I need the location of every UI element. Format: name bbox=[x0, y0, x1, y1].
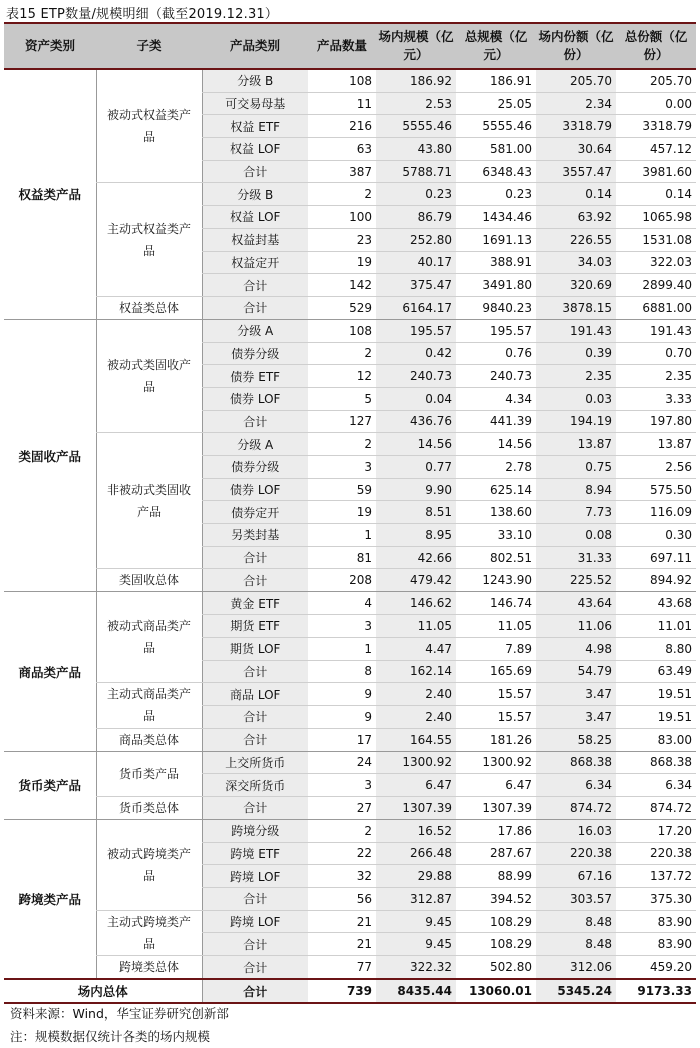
total-cell: 0.76 bbox=[456, 342, 536, 365]
total-shares-cell: 13.87 bbox=[616, 433, 696, 456]
total-shares-cell: 63.49 bbox=[616, 660, 696, 683]
total-cell: 165.69 bbox=[456, 660, 536, 683]
onex-cell: 0.23 bbox=[376, 183, 456, 206]
count-cell: 739 bbox=[308, 979, 376, 1003]
header-asset-class: 资产类别 bbox=[4, 23, 96, 69]
total-cell: 11.05 bbox=[456, 615, 536, 638]
table-header-row bbox=[4, 23, 696, 69]
total-shares-cell: 459.20 bbox=[616, 956, 696, 980]
onex-shares-cell: 3318.79 bbox=[536, 115, 616, 138]
table-body bbox=[4, 69, 696, 1003]
onex-shares-cell: 0.39 bbox=[536, 342, 616, 365]
table-row bbox=[4, 956, 696, 980]
total-cell: 88.99 bbox=[456, 865, 536, 888]
count-cell: 21 bbox=[308, 910, 376, 933]
count-cell: 19 bbox=[308, 501, 376, 524]
table-notes bbox=[10, 1002, 229, 1048]
product-type-cell: 债券 ETF bbox=[202, 365, 308, 388]
product-type-cell: 债券分级 bbox=[202, 342, 308, 365]
onex-shares-cell: 3.47 bbox=[536, 683, 616, 706]
asset-class-cell: 跨境类产品 bbox=[4, 819, 96, 979]
product-type-cell: 债券 LOF bbox=[202, 478, 308, 501]
product-type-cell: 分级 A bbox=[202, 319, 308, 342]
total-shares-cell: 0.30 bbox=[616, 524, 696, 547]
count-cell: 81 bbox=[308, 546, 376, 569]
onex-shares-cell: 8.48 bbox=[536, 933, 616, 956]
product-type-cell: 债券 LOF bbox=[202, 387, 308, 410]
total-cell: 802.51 bbox=[456, 546, 536, 569]
product-type-cell: 分级 A bbox=[202, 433, 308, 456]
product-type-cell: 合计 bbox=[202, 274, 308, 297]
product-type-cell: 权益定开 bbox=[202, 251, 308, 274]
onex-cell: 16.52 bbox=[376, 819, 456, 842]
total-shares-cell: 2899.40 bbox=[616, 274, 696, 297]
header-onex-shares: 场内份额（亿份） bbox=[536, 23, 616, 69]
product-type-cell: 合计 bbox=[202, 296, 308, 319]
count-cell: 529 bbox=[308, 296, 376, 319]
onex-cell: 29.88 bbox=[376, 865, 456, 888]
count-cell: 4 bbox=[308, 592, 376, 615]
product-type-cell: 分级 B bbox=[202, 183, 308, 206]
onex-cell: 1307.39 bbox=[376, 796, 456, 819]
header-total-shares: 总份额（亿份） bbox=[616, 23, 696, 69]
total-shares-cell: 868.38 bbox=[616, 751, 696, 774]
onex-shares-cell: 13.87 bbox=[536, 433, 616, 456]
total-shares-cell: 19.51 bbox=[616, 683, 696, 706]
total-cell: 394.52 bbox=[456, 888, 536, 911]
product-type-cell: 分级 B bbox=[202, 69, 308, 92]
total-shares-cell: 457.12 bbox=[616, 138, 696, 161]
count-cell: 3 bbox=[308, 456, 376, 479]
total-cell: 15.57 bbox=[456, 705, 536, 728]
product-type-cell: 深交所货币 bbox=[202, 774, 308, 797]
total-cell: 17.86 bbox=[456, 819, 536, 842]
total-cell: 6348.43 bbox=[456, 160, 536, 183]
table-row bbox=[4, 592, 696, 615]
count-cell: 208 bbox=[308, 569, 376, 592]
total-cell: 6.47 bbox=[456, 774, 536, 797]
etp-table-container bbox=[4, 22, 696, 1004]
count-cell: 108 bbox=[308, 319, 376, 342]
onex-shares-cell: 0.14 bbox=[536, 183, 616, 206]
count-cell: 22 bbox=[308, 842, 376, 865]
table-row bbox=[4, 683, 696, 706]
count-cell: 100 bbox=[308, 206, 376, 229]
count-cell: 9 bbox=[308, 683, 376, 706]
onex-cell: 0.04 bbox=[376, 387, 456, 410]
onex-shares-cell: 43.64 bbox=[536, 592, 616, 615]
onex-shares-cell: 8.94 bbox=[536, 478, 616, 501]
onex-shares-cell: 194.19 bbox=[536, 410, 616, 433]
subclass-cell: 主动式跨境类产品 bbox=[96, 910, 202, 955]
count-cell: 1 bbox=[308, 524, 376, 547]
count-cell: 27 bbox=[308, 796, 376, 819]
count-cell: 5 bbox=[308, 387, 376, 410]
count-cell: 1 bbox=[308, 637, 376, 660]
asset-class-cell: 权益类产品 bbox=[4, 69, 96, 319]
onex-cell: 11.05 bbox=[376, 615, 456, 638]
table-row bbox=[4, 433, 696, 456]
header-product-type: 产品类别 bbox=[202, 23, 308, 69]
count-cell: 9 bbox=[308, 705, 376, 728]
subclass-cell: 主动式商品类产品 bbox=[96, 683, 202, 728]
total-shares-cell: 322.03 bbox=[616, 251, 696, 274]
onex-cell: 162.14 bbox=[376, 660, 456, 683]
total-cell: 33.10 bbox=[456, 524, 536, 547]
onex-shares-cell: 205.70 bbox=[536, 69, 616, 92]
product-type-cell: 合计 bbox=[202, 796, 308, 819]
onex-cell: 9.45 bbox=[376, 933, 456, 956]
total-cell: 195.57 bbox=[456, 319, 536, 342]
total-shares-cell: 6881.00 bbox=[616, 296, 696, 319]
onex-cell: 322.32 bbox=[376, 956, 456, 980]
count-cell: 59 bbox=[308, 478, 376, 501]
total-cell: 1691.13 bbox=[456, 228, 536, 251]
product-type-cell: 合计 bbox=[202, 979, 308, 1003]
onex-shares-cell: 54.79 bbox=[536, 660, 616, 683]
total-cell: 1307.39 bbox=[456, 796, 536, 819]
product-type-cell: 合计 bbox=[202, 705, 308, 728]
table-row bbox=[4, 569, 696, 592]
total-shares-cell: 6.34 bbox=[616, 774, 696, 797]
total-shares-cell: 83.90 bbox=[616, 910, 696, 933]
total-shares-cell: 1065.98 bbox=[616, 206, 696, 229]
total-cell: 388.91 bbox=[456, 251, 536, 274]
onex-cell: 375.47 bbox=[376, 274, 456, 297]
total-cell: 1243.90 bbox=[456, 569, 536, 592]
product-type-cell: 跨境 ETF bbox=[202, 842, 308, 865]
total-shares-cell: 2.56 bbox=[616, 456, 696, 479]
product-type-cell: 合计 bbox=[202, 888, 308, 911]
table-row bbox=[4, 728, 696, 751]
product-type-cell: 债券分级 bbox=[202, 456, 308, 479]
total-cell: 146.74 bbox=[456, 592, 536, 615]
total-cell: 4.34 bbox=[456, 387, 536, 410]
total-shares-cell: 8.80 bbox=[616, 637, 696, 660]
onex-cell: 86.79 bbox=[376, 206, 456, 229]
product-type-cell: 合计 bbox=[202, 956, 308, 980]
table-row bbox=[4, 69, 696, 92]
subclass-cell: 跨境类总体 bbox=[96, 956, 202, 980]
product-type-cell: 合计 bbox=[202, 546, 308, 569]
count-cell: 23 bbox=[308, 228, 376, 251]
onex-shares-cell: 67.16 bbox=[536, 865, 616, 888]
total-cell: 7.89 bbox=[456, 637, 536, 660]
product-type-cell: 权益 LOF bbox=[202, 138, 308, 161]
total-shares-cell: 197.80 bbox=[616, 410, 696, 433]
total-cell: 9840.23 bbox=[456, 296, 536, 319]
onex-shares-cell: 16.03 bbox=[536, 819, 616, 842]
onex-cell: 0.42 bbox=[376, 342, 456, 365]
total-shares-cell: 83.90 bbox=[616, 933, 696, 956]
onex-shares-cell: 2.35 bbox=[536, 365, 616, 388]
onex-cell: 14.56 bbox=[376, 433, 456, 456]
count-cell: 108 bbox=[308, 69, 376, 92]
total-shares-cell: 191.43 bbox=[616, 319, 696, 342]
onex-shares-cell: 31.33 bbox=[536, 546, 616, 569]
table-row bbox=[4, 296, 696, 319]
etp-table bbox=[4, 22, 696, 1004]
total-shares-cell: 3.33 bbox=[616, 387, 696, 410]
header-count: 产品数量 bbox=[308, 23, 376, 69]
count-cell: 8 bbox=[308, 660, 376, 683]
product-type-cell: 权益 LOF bbox=[202, 206, 308, 229]
total-cell: 14.56 bbox=[456, 433, 536, 456]
total-cell: 5555.46 bbox=[456, 115, 536, 138]
subclass-cell: 非被动式类固收产品 bbox=[96, 433, 202, 569]
onex-cell: 6.47 bbox=[376, 774, 456, 797]
onex-cell: 5555.46 bbox=[376, 115, 456, 138]
product-type-cell: 黄金 ETF bbox=[202, 592, 308, 615]
onex-cell: 252.80 bbox=[376, 228, 456, 251]
total-shares-cell: 0.70 bbox=[616, 342, 696, 365]
onex-cell: 6164.17 bbox=[376, 296, 456, 319]
subclass-cell: 被动式商品类产品 bbox=[96, 592, 202, 683]
table-row bbox=[4, 319, 696, 342]
product-type-cell: 上交所货币 bbox=[202, 751, 308, 774]
total-shares-cell: 894.92 bbox=[616, 569, 696, 592]
total-cell: 181.26 bbox=[456, 728, 536, 751]
onex-cell: 2.53 bbox=[376, 92, 456, 115]
count-cell: 32 bbox=[308, 865, 376, 888]
total-shares-cell: 1531.08 bbox=[616, 228, 696, 251]
onex-cell: 9.45 bbox=[376, 910, 456, 933]
total-shares-cell: 220.38 bbox=[616, 842, 696, 865]
count-cell: 3 bbox=[308, 774, 376, 797]
total-shares-cell: 3981.60 bbox=[616, 160, 696, 183]
onex-shares-cell: 303.57 bbox=[536, 888, 616, 911]
onex-cell: 240.73 bbox=[376, 365, 456, 388]
total-cell: 502.80 bbox=[456, 956, 536, 980]
onex-shares-cell: 11.06 bbox=[536, 615, 616, 638]
count-cell: 3 bbox=[308, 615, 376, 638]
total-shares-cell: 19.51 bbox=[616, 705, 696, 728]
onex-cell: 40.17 bbox=[376, 251, 456, 274]
total-shares-cell: 205.70 bbox=[616, 69, 696, 92]
table-row bbox=[4, 183, 696, 206]
count-cell: 387 bbox=[308, 160, 376, 183]
count-cell: 12 bbox=[308, 365, 376, 388]
product-type-cell: 跨境 LOF bbox=[202, 865, 308, 888]
subclass-cell: 主动式权益类产品 bbox=[96, 183, 202, 296]
total-cell: 13060.01 bbox=[456, 979, 536, 1003]
table-row bbox=[4, 751, 696, 774]
total-cell: 15.57 bbox=[456, 683, 536, 706]
onex-shares-cell: 0.75 bbox=[536, 456, 616, 479]
total-shares-cell: 11.01 bbox=[616, 615, 696, 638]
product-type-cell: 债券定开 bbox=[202, 501, 308, 524]
total-cell: 186.91 bbox=[456, 69, 536, 92]
onex-shares-cell: 320.69 bbox=[536, 274, 616, 297]
total-shares-cell: 697.11 bbox=[616, 546, 696, 569]
product-type-cell: 跨境 LOF bbox=[202, 910, 308, 933]
count-cell: 2 bbox=[308, 183, 376, 206]
total-shares-cell: 375.30 bbox=[616, 888, 696, 911]
product-type-cell: 权益封基 bbox=[202, 228, 308, 251]
total-shares-cell: 17.20 bbox=[616, 819, 696, 842]
product-type-cell: 合计 bbox=[202, 660, 308, 683]
product-type-cell: 合计 bbox=[202, 728, 308, 751]
source-note: 资料来源：Wind，华宝证券研究创新部 bbox=[10, 1006, 229, 1021]
onex-cell: 0.77 bbox=[376, 456, 456, 479]
total-shares-cell: 43.68 bbox=[616, 592, 696, 615]
subclass-cell: 商品类总体 bbox=[96, 728, 202, 751]
onex-shares-cell: 7.73 bbox=[536, 501, 616, 524]
total-cell: 2.78 bbox=[456, 456, 536, 479]
onex-shares-cell: 8.48 bbox=[536, 910, 616, 933]
onex-shares-cell: 225.52 bbox=[536, 569, 616, 592]
asset-class-cell: 货币类产品 bbox=[4, 751, 96, 819]
total-shares-cell: 0.14 bbox=[616, 183, 696, 206]
table-row bbox=[4, 819, 696, 842]
count-cell: 127 bbox=[308, 410, 376, 433]
count-cell: 216 bbox=[308, 115, 376, 138]
onex-shares-cell: 0.08 bbox=[536, 524, 616, 547]
onex-cell: 1300.92 bbox=[376, 751, 456, 774]
onex-shares-cell: 191.43 bbox=[536, 319, 616, 342]
onex-cell: 479.42 bbox=[376, 569, 456, 592]
total-cell: 287.67 bbox=[456, 842, 536, 865]
total-shares-cell: 83.00 bbox=[616, 728, 696, 751]
onex-cell: 8435.44 bbox=[376, 979, 456, 1003]
product-type-cell: 权益 ETF bbox=[202, 115, 308, 138]
total-cell: 108.29 bbox=[456, 933, 536, 956]
total-shares-cell: 575.50 bbox=[616, 478, 696, 501]
asset-class-cell: 商品类产品 bbox=[4, 592, 96, 751]
count-cell: 77 bbox=[308, 956, 376, 980]
total-cell: 1300.92 bbox=[456, 751, 536, 774]
total-shares-cell: 874.72 bbox=[616, 796, 696, 819]
onex-shares-cell: 3.47 bbox=[536, 705, 616, 728]
product-type-cell: 合计 bbox=[202, 569, 308, 592]
onex-cell: 5788.71 bbox=[376, 160, 456, 183]
total-shares-cell: 9173.33 bbox=[616, 979, 696, 1003]
product-type-cell: 期货 LOF bbox=[202, 637, 308, 660]
onex-shares-cell: 4.98 bbox=[536, 637, 616, 660]
onex-cell: 164.55 bbox=[376, 728, 456, 751]
subclass-cell: 权益类总体 bbox=[96, 296, 202, 319]
header-total-scale: 总规模（亿元） bbox=[456, 23, 536, 69]
count-cell: 19 bbox=[308, 251, 376, 274]
onex-cell: 9.90 bbox=[376, 478, 456, 501]
onex-cell: 2.40 bbox=[376, 683, 456, 706]
onex-cell: 4.47 bbox=[376, 637, 456, 660]
onex-cell: 2.40 bbox=[376, 705, 456, 728]
total-shares-cell: 3318.79 bbox=[616, 115, 696, 138]
count-cell: 17 bbox=[308, 728, 376, 751]
product-type-cell: 合计 bbox=[202, 410, 308, 433]
onex-cell: 8.95 bbox=[376, 524, 456, 547]
grand-total-label: 场内总体 bbox=[4, 979, 202, 1003]
total-cell: 441.39 bbox=[456, 410, 536, 433]
product-type-cell: 跨境分级 bbox=[202, 819, 308, 842]
onex-cell: 8.51 bbox=[376, 501, 456, 524]
product-type-cell: 合计 bbox=[202, 933, 308, 956]
total-shares-cell: 137.72 bbox=[616, 865, 696, 888]
total-cell: 625.14 bbox=[456, 478, 536, 501]
count-cell: 2 bbox=[308, 433, 376, 456]
header-onex-scale: 场内规模（亿元） bbox=[376, 23, 456, 69]
onex-cell: 266.48 bbox=[376, 842, 456, 865]
count-cell: 63 bbox=[308, 138, 376, 161]
asset-class-cell: 类固收产品 bbox=[4, 319, 96, 592]
onex-cell: 186.92 bbox=[376, 69, 456, 92]
onex-cell: 436.76 bbox=[376, 410, 456, 433]
total-shares-cell: 2.35 bbox=[616, 365, 696, 388]
total-cell: 108.29 bbox=[456, 910, 536, 933]
total-shares-cell: 116.09 bbox=[616, 501, 696, 524]
total-cell: 3491.80 bbox=[456, 274, 536, 297]
count-cell: 24 bbox=[308, 751, 376, 774]
total-cell: 1434.46 bbox=[456, 206, 536, 229]
subclass-cell: 被动式类固收产品 bbox=[96, 319, 202, 432]
onex-shares-cell: 58.25 bbox=[536, 728, 616, 751]
product-type-cell: 可交易母基 bbox=[202, 92, 308, 115]
table-caption: 表15 ETP数量/规模明细（截至2019.12.31） bbox=[6, 7, 279, 22]
count-cell: 11 bbox=[308, 92, 376, 115]
table-row bbox=[4, 910, 696, 933]
total-cell: 25.05 bbox=[456, 92, 536, 115]
header-subclass: 子类 bbox=[96, 23, 202, 69]
onex-shares-cell: 3557.47 bbox=[536, 160, 616, 183]
subclass-cell: 货币类总体 bbox=[96, 796, 202, 819]
subclass-cell: 货币类产品 bbox=[96, 751, 202, 796]
product-type-cell: 另类封基 bbox=[202, 524, 308, 547]
onex-shares-cell: 0.03 bbox=[536, 387, 616, 410]
count-cell: 56 bbox=[308, 888, 376, 911]
subclass-cell: 被动式跨境类产品 bbox=[96, 819, 202, 910]
onex-cell: 42.66 bbox=[376, 546, 456, 569]
onex-shares-cell: 220.38 bbox=[536, 842, 616, 865]
onex-shares-cell: 3878.15 bbox=[536, 296, 616, 319]
onex-shares-cell: 2.34 bbox=[536, 92, 616, 115]
count-cell: 21 bbox=[308, 933, 376, 956]
total-cell: 0.23 bbox=[456, 183, 536, 206]
product-type-cell: 合计 bbox=[202, 160, 308, 183]
onex-shares-cell: 30.64 bbox=[536, 138, 616, 161]
onex-cell: 312.87 bbox=[376, 888, 456, 911]
table-row bbox=[4, 979, 696, 1003]
onex-cell: 43.80 bbox=[376, 138, 456, 161]
onex-shares-cell: 868.38 bbox=[536, 751, 616, 774]
count-cell: 142 bbox=[308, 274, 376, 297]
total-cell: 240.73 bbox=[456, 365, 536, 388]
table-row bbox=[4, 796, 696, 819]
onex-shares-cell: 874.72 bbox=[536, 796, 616, 819]
onex-cell: 146.62 bbox=[376, 592, 456, 615]
total-shares-cell: 0.00 bbox=[616, 92, 696, 115]
product-type-cell: 期货 ETF bbox=[202, 615, 308, 638]
total-cell: 581.00 bbox=[456, 138, 536, 161]
count-cell: 2 bbox=[308, 819, 376, 842]
onex-shares-cell: 5345.24 bbox=[536, 979, 616, 1003]
onex-shares-cell: 312.06 bbox=[536, 956, 616, 980]
onex-shares-cell: 6.34 bbox=[536, 774, 616, 797]
footnote: 注：规模数据仅统计各类的场内规模 bbox=[10, 1029, 211, 1044]
total-cell: 138.60 bbox=[456, 501, 536, 524]
onex-shares-cell: 34.03 bbox=[536, 251, 616, 274]
onex-shares-cell: 63.92 bbox=[536, 206, 616, 229]
subclass-cell: 类固收总体 bbox=[96, 569, 202, 592]
product-type-cell: 商品 LOF bbox=[202, 683, 308, 706]
onex-shares-cell: 226.55 bbox=[536, 228, 616, 251]
subclass-cell: 被动式权益类产品 bbox=[96, 69, 202, 183]
onex-cell: 195.57 bbox=[376, 319, 456, 342]
count-cell: 2 bbox=[308, 342, 376, 365]
